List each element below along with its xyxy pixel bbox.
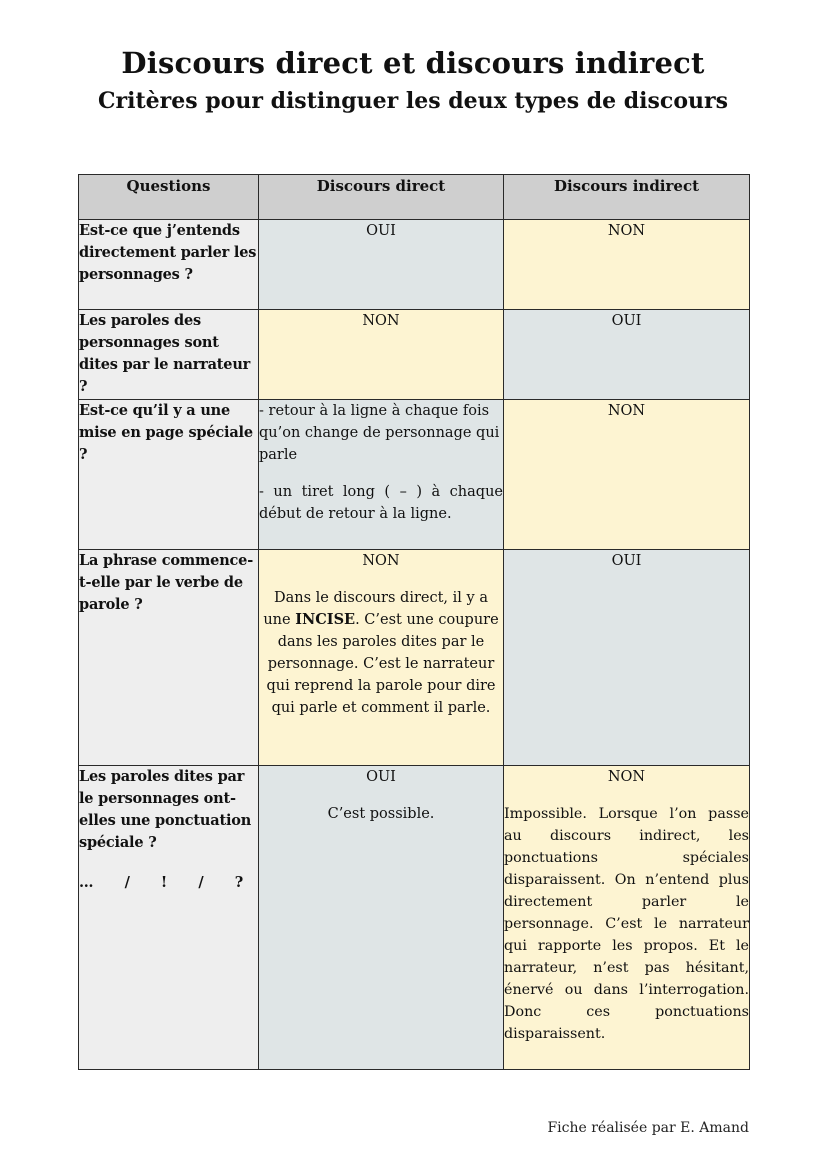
- question-cell: [79, 220, 259, 310]
- page-title: Discours direct et discours indirect: [121, 46, 705, 80]
- layout-rule-dash: - un tiret long ( – ) à chaque début de retour à la ligne.: [259, 484, 503, 522]
- table-row: [79, 550, 750, 766]
- answer-text: OUI: [611, 313, 642, 329]
- author-credit: Fiche réalisée par E. Amand: [547, 1120, 749, 1136]
- answer-text: OUI: [366, 223, 396, 239]
- page-subtitle: Critères pour distinguer les deux types de discours: [98, 88, 728, 114]
- exclamation-mark: !: [160, 874, 168, 891]
- table-row: [79, 310, 750, 400]
- question-text: Les paroles des personnages sont dites par le narrateur ?: [79, 312, 251, 395]
- question-text: Est-ce qu’il y a une mise en page spéciale ?: [79, 402, 253, 463]
- indirect-cell: [504, 220, 750, 310]
- question-cell: [79, 766, 259, 1070]
- answer-text: NON: [607, 769, 646, 785]
- punctuation-marks: [79, 872, 243, 894]
- answer-text: NON: [362, 313, 400, 329]
- explanation-text: Impossible. Lorsque l’on passe au discours indirect, les ponctuations spéciales disparaissent. On n’entend plus directement parler le personnage. C’est le narrateur qui rapporte les propos. Et le narrateur, n’est pas hésitant, énervé ou dans l’interrogation. Donc ces ponctuations disparaissent.: [504, 806, 749, 1042]
- explanation-text: C’est possible.: [327, 806, 435, 822]
- question-cell: [79, 400, 259, 550]
- answer-text: NON: [607, 223, 646, 239]
- layout-rule-line-break: - retour à la ligne à chaque fois qu’on change de personnage qui parle: [259, 403, 500, 463]
- indirect-cell: [504, 766, 750, 1070]
- direct-cell: [259, 400, 504, 550]
- table-header-row: [79, 175, 750, 220]
- question-mark: ?: [234, 874, 243, 891]
- answer-text: NON: [607, 403, 646, 419]
- incise-term: INCISE: [295, 611, 356, 628]
- direct-cell: [259, 550, 504, 766]
- explanation-text: . C’est une coupure dans les paroles dites par le personnage. C’est le narrateur qui reprend la parole pour dire qui parle et comment il parle.: [266, 612, 499, 716]
- indirect-cell: [504, 400, 750, 550]
- explanation-text: Dans le discours direct, il y a une: [263, 590, 488, 628]
- answer-text: OUI: [366, 769, 396, 785]
- table-row: [79, 220, 750, 310]
- answer-text: OUI: [611, 553, 642, 569]
- question-text: Est-ce que j’entends directement parler les personnages ?: [79, 222, 257, 283]
- direct-cell: [259, 220, 504, 310]
- comparison-table: [78, 174, 750, 1070]
- question-text: Les paroles dites par le personnages ont-elles une ponctuation spéciale ?: [79, 768, 252, 851]
- direct-cell: [259, 766, 504, 1070]
- question-text: La phrase commence-t-elle par le verbe de parole ?: [79, 552, 254, 613]
- indirect-cell: [504, 310, 750, 400]
- separator: /: [124, 874, 130, 891]
- header-questions: Questions: [79, 175, 259, 220]
- question-cell: [79, 550, 259, 766]
- separator: /: [198, 874, 204, 891]
- table-row: [79, 400, 750, 550]
- ellipsis-mark: …: [79, 874, 94, 891]
- header-discours-direct: Discours direct: [259, 175, 504, 220]
- answer-text: NON: [362, 553, 400, 569]
- incise-explanation: [259, 587, 503, 719]
- question-cell: [79, 310, 259, 400]
- table-row: [79, 766, 750, 1070]
- header-discours-indirect: Discours indirect: [504, 175, 750, 220]
- indirect-cell: [504, 550, 750, 766]
- direct-cell: [259, 310, 504, 400]
